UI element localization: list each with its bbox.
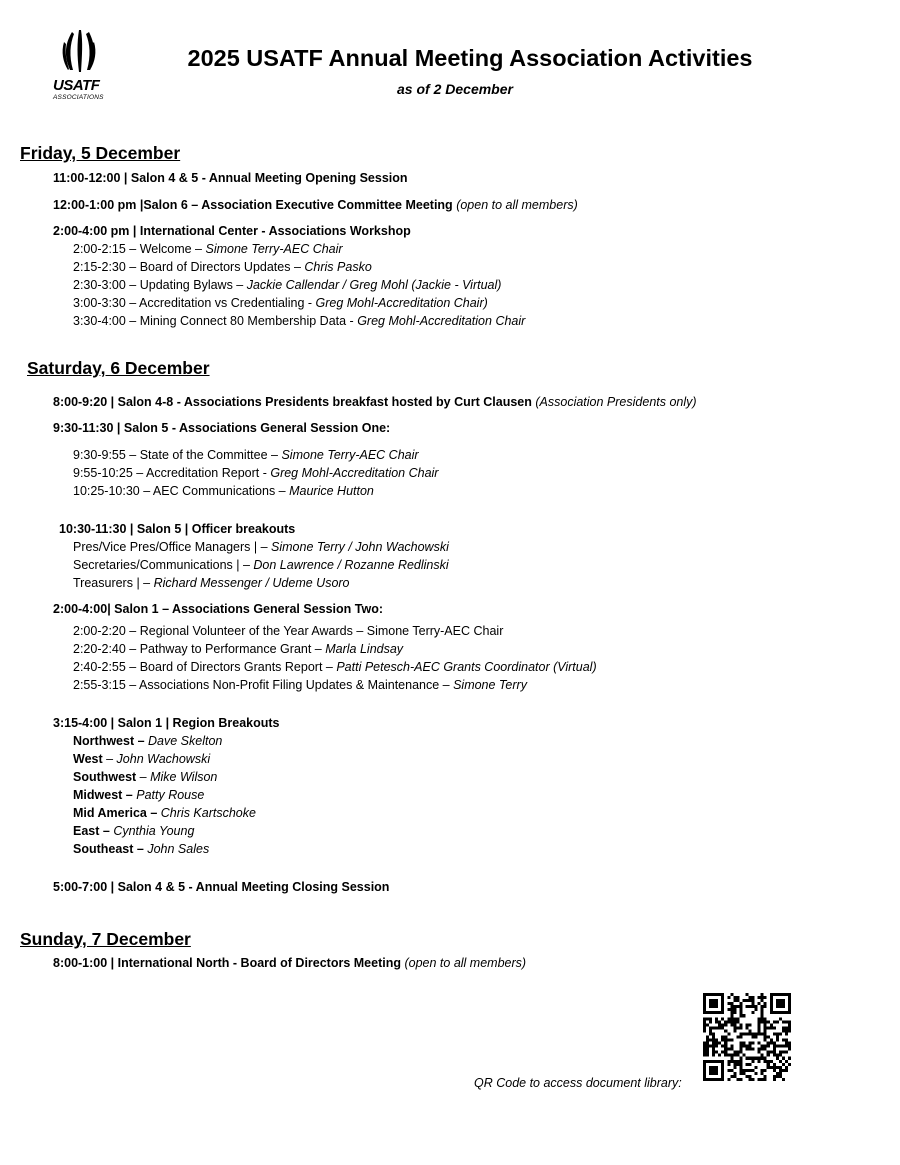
line-italic: Jackie Callendar / Greg Mohl (Jackie - Virtual)	[246, 278, 502, 292]
day-heading-saturday: Saturday, 6 December	[27, 358, 210, 378]
day-heading-sunday: Sunday, 7 December	[20, 929, 191, 949]
schedule-line	[53, 600, 383, 618]
line-italic: Patty Rouse	[136, 788, 205, 802]
line-italic: Richard Messenger / Udeme Usoro	[153, 576, 350, 590]
schedule-line	[73, 258, 372, 276]
line-italic: Greg Mohl-Accreditation Chair	[357, 314, 526, 328]
schedule-line	[73, 446, 419, 464]
schedule-line	[73, 240, 343, 258]
schedule-line	[73, 538, 449, 556]
line-italic: Patti Petesch-AEC Grants Coordinator (Virtual)	[336, 660, 597, 674]
line-italic: Chris Kartschoke	[160, 806, 256, 820]
line-text: 2:20-2:40 – Pathway to Performance Grant –	[73, 642, 326, 656]
line-text: 3:00-3:30 – Accreditation vs Credentialing -	[73, 296, 316, 310]
line-italic: Maurice Hutton	[289, 484, 374, 498]
line-italic: Greg Mohl-Accreditation Chair	[270, 466, 439, 480]
line-italic: John Wachowski	[116, 752, 211, 766]
schedule-line	[73, 464, 438, 482]
region-line	[73, 768, 217, 786]
line-italic: (Association Presidents only)	[535, 395, 697, 409]
line-text: 2:40-2:55 – Board of Directors Grants Report –	[73, 660, 337, 674]
schedule-line	[53, 714, 280, 732]
line-bold: 9:30-11:30 | Salon 5 - Associations General Session One:	[53, 421, 391, 435]
line-italic: Mike Wilson	[150, 770, 218, 784]
line-bold: Northwest –	[73, 734, 145, 748]
line-bold: Mid America –	[73, 806, 158, 820]
region-line	[73, 822, 194, 840]
day-heading-friday: Friday, 5 December	[20, 143, 181, 163]
line-text: 2:55-3:15 – Associations Non-Profit Filing Updates & Maintenance –	[73, 678, 454, 692]
schedule-line	[59, 520, 295, 538]
line-text: 2:00-2:15 – Welcome –	[73, 242, 206, 256]
schedule-line	[73, 658, 597, 676]
line-italic: Don Lawrence / Rozanne Redlinski	[253, 558, 449, 572]
schedule-line	[53, 222, 411, 240]
schedule-line	[73, 294, 488, 312]
line-italic: Simone Terry-AEC Chair	[281, 448, 419, 462]
region-line	[73, 804, 256, 822]
line-bold: Midwest –	[73, 788, 133, 802]
line-italic: Simone Terry	[453, 678, 527, 692]
schedule-line	[73, 676, 527, 694]
schedule-line	[53, 419, 390, 437]
line-text: 2:15-2:30 – Board of Directors Updates –	[73, 260, 305, 274]
page-title: 2025 USATF Annual Meeting Association Activities	[187, 45, 753, 71]
line-bold: Southeast –	[73, 842, 144, 856]
line-text: Treasurers | –	[73, 576, 154, 590]
line-text: 9:30-9:55 – State of the Committee –	[73, 448, 282, 462]
schedule-line	[53, 878, 389, 896]
schedule-line	[73, 312, 525, 330]
schedule-line	[73, 482, 374, 500]
qr-code-label: QR Code to access document library:	[474, 1076, 682, 1090]
line-italic: Simone Terry / John Wachowski	[271, 540, 449, 554]
line-text: 3:30-4:00 – Mining Connect 80 Membership Data -	[73, 314, 358, 328]
line-text: 2:00-2:20 – Regional Volunteer of the Year Awards – Simone Terry-AEC Chair	[73, 624, 504, 638]
schedule-line	[73, 574, 350, 592]
line-text: 9:55-10:25 – Accreditation Report -	[73, 466, 271, 480]
logo-subtitle: ASSOCIATIONS	[53, 94, 104, 101]
region-line	[73, 840, 209, 858]
line-bold: 3:15-4:00 | Salon 1 | Region Breakouts	[53, 716, 280, 730]
schedule-line	[53, 954, 526, 972]
line-text: Secretaries/Communications | –	[73, 558, 254, 572]
line-bold: 2:00-4:00| Salon 1 – Associations General Session Two:	[53, 602, 383, 616]
line-text: 2:30-3:00 – Updating Bylaws –	[73, 278, 247, 292]
schedule-line	[53, 169, 408, 187]
schedule-line	[53, 196, 578, 214]
schedule-line	[73, 276, 501, 294]
region-line	[73, 786, 204, 804]
line-bold: West	[73, 752, 103, 766]
schedule-line	[53, 393, 697, 411]
line-italic: Cynthia Young	[113, 824, 195, 838]
line-text: –	[102, 752, 117, 766]
line-italic: Dave Skelton	[148, 734, 223, 748]
line-italic: Chris Pasko	[304, 260, 372, 274]
line-italic: (open to all members)	[404, 956, 527, 970]
line-italic: (open to all members)	[456, 198, 578, 212]
line-bold: East –	[73, 824, 110, 838]
schedule-line	[73, 622, 503, 640]
line-bold: 10:30-11:30 | Salon 5 | Officer breakouts	[59, 522, 296, 536]
qr-code-icon	[703, 993, 791, 1081]
line-italic: John Sales	[147, 842, 210, 856]
page-subtitle: as of 2 December	[397, 81, 513, 97]
logo-wordmark: USATF	[53, 77, 100, 94]
schedule-line	[73, 640, 403, 658]
line-italic: Greg Mohl-Accreditation Chair)	[315, 296, 488, 310]
line-bold: 8:00-1:00 | International North - Board of Directors Meeting	[53, 956, 401, 970]
line-italic: Marla Lindsay	[325, 642, 404, 656]
line-bold: 11:00-12:00 | Salon 4 & 5 - Annual Meeting Opening Session	[53, 171, 408, 185]
line-bold: 5:00-7:00 | Salon 4 & 5 - Annual Meeting Closing Session	[53, 880, 390, 894]
line-bold: 8:00-9:20 | Salon 4-8 - Associations Presidents breakfast hosted by Curt Clausen	[53, 395, 532, 409]
line-text: 10:25-10:30 – AEC Communications –	[73, 484, 290, 498]
qr-code[interactable]	[703, 993, 791, 1081]
line-text: –	[136, 770, 151, 784]
line-bold: Southwest	[73, 770, 137, 784]
region-line	[73, 750, 210, 768]
line-text: Pres/Vice Pres/Office Managers | –	[73, 540, 272, 554]
region-line	[73, 732, 222, 750]
schedule-line	[73, 556, 449, 574]
line-bold: 2:00-4:00 pm | International Center - Associations Workshop	[53, 224, 411, 238]
line-italic: Simone Terry-AEC Chair	[205, 242, 343, 256]
line-bold: 12:00-1:00 pm |Salon 6 – Association Executive Committee Meeting	[53, 198, 453, 212]
